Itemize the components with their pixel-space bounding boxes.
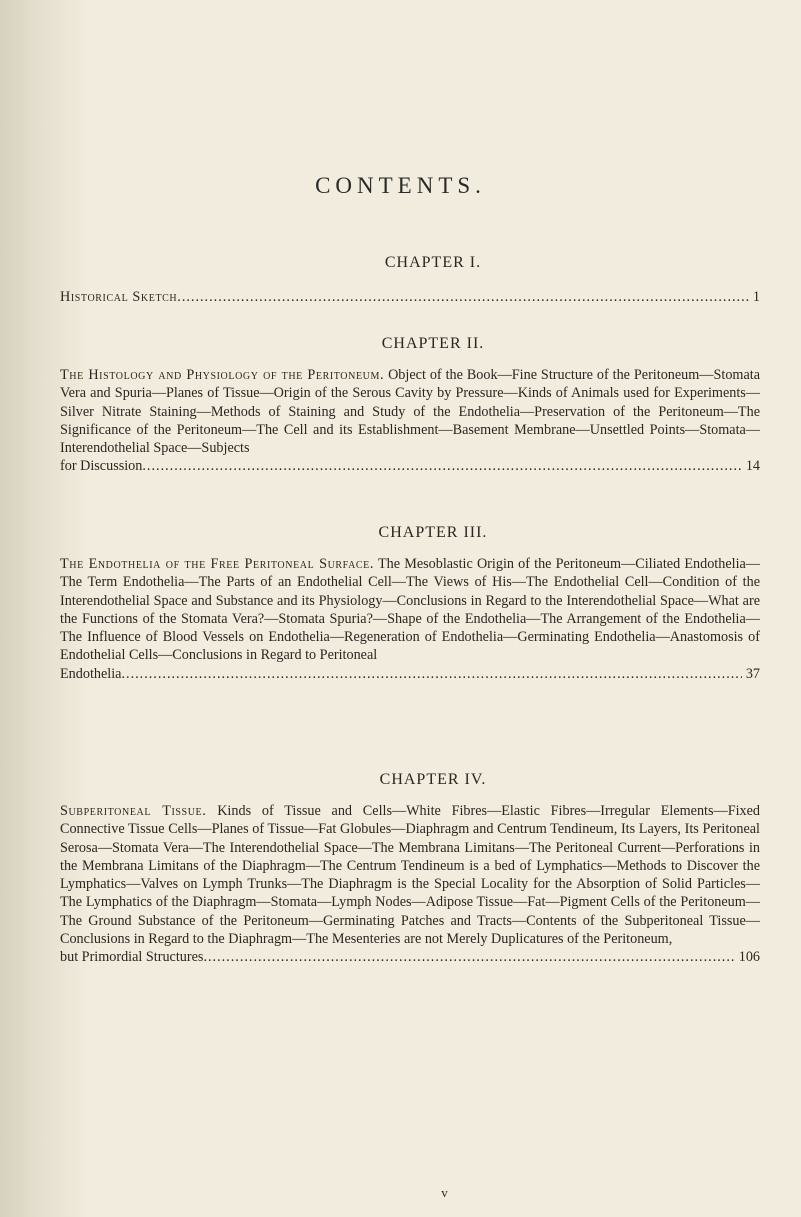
entry-last-text: but Primordial Structures (60, 949, 204, 966)
page-number: 106 (738, 949, 760, 966)
chapter-label: CHAPTER IV. (379, 771, 487, 788)
entry-description: Object of the Book—Fine Structure of the Peritoneum—Stomata Vera and Spuria—Planes of Tissue—Origin of the Serous Cavity by Pressure—Kinds of Animals used for Experiments—Silver Nitrate Staining—Methods of Staining and Study of the Endothelia—Preservation of the Peritoneum—The Significance of the Peritoneum—The Cell and its Establishment—Basement Membrane—Unsettled Points—Stomata—Interendothelial Space—Subjects (60, 367, 760, 457)
entry-body (60, 366, 760, 457)
toc-entry[interactable] (60, 555, 760, 683)
entry-last-line (60, 457, 760, 475)
chapter-label: CHAPTER III. (378, 524, 488, 541)
page-number: 37 (745, 665, 760, 682)
entry-description: The Mesoblastic Origin of the Peritoneum—Ciliated Endothelia—The Term Endothelia—The Parts of an Endothelial Cell—The Views of His—The Endothelial Cell—Condition of the Interendothelial Space and Substance and its Physiology—Conclusions in Regard to the Interendothelial Space—What are the Functions of the Stomata Vera?—Stomata Spuria?—Shape of the Endothelia—The Arrangement of the Endothelia—The Influence of Blood Vessels on Endothelia—Regeneration of Endothelia—Germinating Endothelia—Anastomosis of Endothelial Cells—Conclusions in Regard to Peritoneal (60, 556, 760, 664)
chapter-3 (60, 524, 760, 683)
entry-last-line (60, 948, 760, 966)
entry-title: Historical Sketch (60, 289, 178, 305)
entry-title: The Histology and Physiology of the Peritoneum. (60, 367, 385, 383)
entry-title: Subperitoneal Tissue. (60, 803, 207, 819)
entry-body (60, 802, 760, 948)
chapter-2 (60, 335, 760, 476)
chapter-label: CHAPTER II. (381, 335, 485, 352)
entry-last-text: for Discussion (60, 458, 143, 475)
dot-leader (142, 457, 741, 475)
dot-leader (203, 948, 734, 966)
toc-entry[interactable] (60, 802, 760, 967)
chapter-1 (60, 254, 760, 306)
entry-title: The Endothelia of the Free Peritoneal Surface. (60, 556, 375, 572)
entry-description: Kinds of Tissue and Cells—White Fibres—Elastic Fibres—Irregular Elements—Fixed Connective Tissue Cells—Planes of Tissue—Fat Globules—Diaphragm and Centrum Tendineum, Its Layers, Its Peritoneal Serosa—Stomata Vera—The Interendothelial Space—The Membrana Limitans—The Peritoneal Current—Perforations in the Membrana Limitans of the Diaphragm—The Centrum Tendineum is a bed of Lymphatics—Methods to Discover the Lymphatics—Valves on Lymph Trunks—The Diaphragm is the Special Locality for the Absorption of Solid Particles—The Lymphatics of the Diaphragm—Stomata—Lymph Nodes—Adipose Tissue—Fat—Pigment Cells of the Peritoneum—The Ground Substance of the Peritoneum—Germinating Patches and Tracts—Contents of the Subperitoneal Tissue—Conclusions in Regard to the Diaphragm—The Mesenteries are not Merely Duplicatures of the Peritoneum, (60, 803, 761, 948)
entry-last-line (60, 665, 760, 683)
page-number: 1 (752, 289, 760, 305)
toc-entry[interactable] (60, 289, 760, 306)
chapter-4 (60, 771, 760, 967)
page-title: CONTENTS. (315, 173, 486, 198)
entry-last-text: Endothelia (60, 665, 122, 682)
dot-leader (121, 665, 741, 683)
toc-entry[interactable] (60, 366, 760, 476)
chapter-label: CHAPTER I. (384, 254, 482, 271)
folio: v (441, 1185, 448, 1200)
dot-leader (177, 289, 749, 306)
entry-body (60, 555, 760, 665)
page-number: 14 (745, 458, 760, 475)
